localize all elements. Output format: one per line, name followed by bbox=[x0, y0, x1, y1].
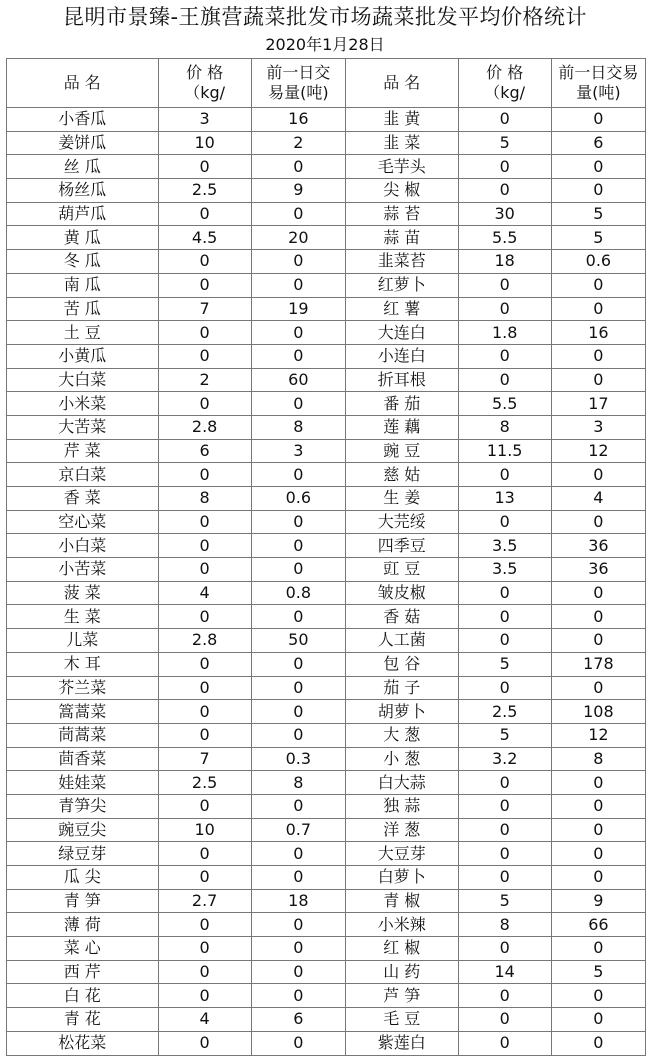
cell-volume-2: 108 bbox=[551, 700, 645, 724]
table-row bbox=[7, 818, 646, 842]
cell-name-2: 慈 姑 bbox=[345, 463, 458, 487]
cell-price: 0 bbox=[158, 794, 251, 818]
cell-name: 小米菜 bbox=[7, 392, 159, 416]
cell-volume: 0 bbox=[251, 605, 345, 629]
cell-volume: 16 bbox=[251, 108, 345, 132]
cell-name-2: 白萝卜 bbox=[345, 866, 458, 890]
cell-volume-2: 0 bbox=[551, 605, 645, 629]
cell-price-2: 8 bbox=[458, 913, 551, 937]
cell-volume: 0 bbox=[251, 534, 345, 558]
cell-volume-2: 0 bbox=[551, 179, 645, 203]
cell-volume: 0 bbox=[251, 321, 345, 345]
cell-volume-2: 5 bbox=[551, 960, 645, 984]
cell-price-2: 5 bbox=[458, 131, 551, 155]
table-header-row bbox=[7, 59, 646, 108]
cell-name: 青 笋 bbox=[7, 889, 159, 913]
cell-volume: 0 bbox=[251, 652, 345, 676]
cell-name: 丝 瓜 bbox=[7, 155, 159, 179]
cell-volume: 0 bbox=[251, 866, 345, 890]
cell-name-2: 红萝卜 bbox=[345, 273, 458, 297]
cell-price-2: 13 bbox=[458, 487, 551, 511]
cell-name-2: 白大蒜 bbox=[345, 771, 458, 795]
cell-price-2: 0 bbox=[458, 676, 551, 700]
table-row bbox=[7, 984, 646, 1008]
cell-volume: 0 bbox=[251, 463, 345, 487]
header-price: 价 格 （kg/ bbox=[158, 59, 251, 108]
cell-volume-2: 0 bbox=[551, 937, 645, 961]
cell-price-2: 0 bbox=[458, 273, 551, 297]
cell-name: 葫芦瓜 bbox=[7, 202, 159, 226]
cell-volume: 0 bbox=[251, 392, 345, 416]
cell-name: 茴香菜 bbox=[7, 747, 159, 771]
cell-price-2: 14 bbox=[458, 960, 551, 984]
table-row bbox=[7, 913, 646, 937]
cell-name-2: 大 葱 bbox=[345, 723, 458, 747]
table-row bbox=[7, 392, 646, 416]
cell-price: 0 bbox=[158, 1031, 251, 1055]
cell-name: 芥兰菜 bbox=[7, 676, 159, 700]
cell-price: 0 bbox=[158, 937, 251, 961]
cell-volume-2: 4 bbox=[551, 487, 645, 511]
cell-price-2: 0 bbox=[458, 463, 551, 487]
cell-volume-2: 12 bbox=[551, 723, 645, 747]
cell-price-2: 18 bbox=[458, 250, 551, 274]
table-row bbox=[7, 629, 646, 653]
cell-name-2: 洋 葱 bbox=[345, 818, 458, 842]
cell-price: 3 bbox=[158, 108, 251, 132]
cell-volume-2: 0.6 bbox=[551, 250, 645, 274]
cell-volume-2: 5 bbox=[551, 202, 645, 226]
cell-volume: 19 bbox=[251, 297, 345, 321]
cell-name: 姜饼瓜 bbox=[7, 131, 159, 155]
cell-price: 7 bbox=[158, 297, 251, 321]
table-row bbox=[7, 344, 646, 368]
cell-price-2: 0 bbox=[458, 179, 551, 203]
cell-price-2: 0 bbox=[458, 842, 551, 866]
cell-volume-2: 0 bbox=[551, 771, 645, 795]
table-row bbox=[7, 723, 646, 747]
cell-price-2: 0 bbox=[458, 108, 551, 132]
cell-name: 绿豆芽 bbox=[7, 842, 159, 866]
cell-volume: 3 bbox=[251, 439, 345, 463]
cell-volume-2: 0 bbox=[551, 676, 645, 700]
cell-volume-2: 0 bbox=[551, 155, 645, 179]
table-row bbox=[7, 439, 646, 463]
cell-volume: 0 bbox=[251, 723, 345, 747]
table-row bbox=[7, 1031, 646, 1055]
cell-price-2: 5.5 bbox=[458, 392, 551, 416]
cell-price-2: 1.8 bbox=[458, 321, 551, 345]
table-row bbox=[7, 747, 646, 771]
table-row bbox=[7, 179, 646, 203]
cell-name-2: 红 椒 bbox=[345, 937, 458, 961]
cell-price-2: 3.5 bbox=[458, 558, 551, 582]
table-row bbox=[7, 558, 646, 582]
cell-name: 小香瓜 bbox=[7, 108, 159, 132]
cell-volume: 20 bbox=[251, 226, 345, 250]
table-row bbox=[7, 652, 646, 676]
cell-volume: 0 bbox=[251, 344, 345, 368]
cell-volume: 0.7 bbox=[251, 818, 345, 842]
cell-price: 0 bbox=[158, 250, 251, 274]
table-row bbox=[7, 889, 646, 913]
cell-name-2: 包 谷 bbox=[345, 652, 458, 676]
cell-name: 芹 菜 bbox=[7, 439, 159, 463]
cell-name: 南 瓜 bbox=[7, 273, 159, 297]
cell-price: 0 bbox=[158, 463, 251, 487]
cell-name: 苦 瓜 bbox=[7, 297, 159, 321]
cell-price: 7 bbox=[158, 747, 251, 771]
cell-volume-2: 66 bbox=[551, 913, 645, 937]
table-row bbox=[7, 368, 646, 392]
cell-price: 6 bbox=[158, 439, 251, 463]
cell-volume: 18 bbox=[251, 889, 345, 913]
cell-name-2: 人工菌 bbox=[345, 629, 458, 653]
cell-name: 薄 荷 bbox=[7, 913, 159, 937]
cell-name-2: 韭 黄 bbox=[345, 108, 458, 132]
cell-name: 茼蒿菜 bbox=[7, 723, 159, 747]
cell-name-2: 蒜 苗 bbox=[345, 226, 458, 250]
cell-price-2: 0 bbox=[458, 794, 551, 818]
cell-name: 杨丝瓜 bbox=[7, 179, 159, 203]
cell-price: 2.8 bbox=[158, 415, 251, 439]
cell-volume: 0 bbox=[251, 155, 345, 179]
cell-volume-2: 0 bbox=[551, 463, 645, 487]
cell-volume-2: 0 bbox=[551, 297, 645, 321]
cell-volume-2: 6 bbox=[551, 131, 645, 155]
cell-price: 0 bbox=[158, 558, 251, 582]
table-row bbox=[7, 534, 646, 558]
cell-price-2: 3.2 bbox=[458, 747, 551, 771]
cell-name: 香 菜 bbox=[7, 487, 159, 511]
header-volume: 前一日交 易量(吨) bbox=[251, 59, 345, 108]
cell-name: 空心菜 bbox=[7, 510, 159, 534]
cell-price-2: 5 bbox=[458, 889, 551, 913]
cell-name-2: 胡萝卜 bbox=[345, 700, 458, 724]
cell-volume: 6 bbox=[251, 1008, 345, 1032]
cell-volume: 0.6 bbox=[251, 487, 345, 511]
table-row bbox=[7, 487, 646, 511]
cell-name-2: 独 蒜 bbox=[345, 794, 458, 818]
cell-name: 大苦菜 bbox=[7, 415, 159, 439]
cell-volume: 0 bbox=[251, 273, 345, 297]
cell-price: 2.7 bbox=[158, 889, 251, 913]
table-row bbox=[7, 108, 646, 132]
cell-volume: 0 bbox=[251, 984, 345, 1008]
cell-price: 0 bbox=[158, 392, 251, 416]
cell-price-2: 0 bbox=[458, 605, 551, 629]
header-name: 品 名 bbox=[7, 59, 159, 108]
cell-volume: 8 bbox=[251, 415, 345, 439]
cell-name-2: 蒜 苔 bbox=[345, 202, 458, 226]
price-table bbox=[6, 58, 646, 1056]
cell-name: 瓜 尖 bbox=[7, 866, 159, 890]
cell-price: 0 bbox=[158, 866, 251, 890]
cell-name: 儿菜 bbox=[7, 629, 159, 653]
cell-name-2: 小连白 bbox=[345, 344, 458, 368]
cell-name-2: 小 葱 bbox=[345, 747, 458, 771]
header-price-2: 价 格 （kg/ bbox=[458, 59, 551, 108]
cell-price-2: 0 bbox=[458, 510, 551, 534]
cell-name-2: 毛 豆 bbox=[345, 1008, 458, 1032]
cell-name: 西 芹 bbox=[7, 960, 159, 984]
table-row bbox=[7, 794, 646, 818]
cell-price: 10 bbox=[158, 131, 251, 155]
cell-volume-2: 0 bbox=[551, 866, 645, 890]
cell-price-2: 11.5 bbox=[458, 439, 551, 463]
cell-volume-2: 36 bbox=[551, 558, 645, 582]
table-row bbox=[7, 581, 646, 605]
cell-volume-2: 0 bbox=[551, 818, 645, 842]
header-volume-2: 前一日交易 量(吨) bbox=[551, 59, 645, 108]
cell-price: 0 bbox=[158, 652, 251, 676]
cell-name: 松花菜 bbox=[7, 1031, 159, 1055]
cell-price: 8 bbox=[158, 487, 251, 511]
cell-price-2: 0 bbox=[458, 1008, 551, 1032]
cell-name: 生 菜 bbox=[7, 605, 159, 629]
cell-price: 0 bbox=[158, 273, 251, 297]
cell-price: 0 bbox=[158, 676, 251, 700]
cell-price-2: 0 bbox=[458, 581, 551, 605]
cell-name: 小苦菜 bbox=[7, 558, 159, 582]
cell-volume: 0 bbox=[251, 202, 345, 226]
table-row bbox=[7, 700, 646, 724]
cell-name-2: 青 椒 bbox=[345, 889, 458, 913]
cell-volume-2: 0 bbox=[551, 273, 645, 297]
header-name-2: 品 名 bbox=[345, 59, 458, 108]
cell-price: 0 bbox=[158, 510, 251, 534]
cell-price-2: 5 bbox=[458, 652, 551, 676]
cell-price-2: 8 bbox=[458, 415, 551, 439]
cell-volume-2: 9 bbox=[551, 889, 645, 913]
cell-name: 青笋尖 bbox=[7, 794, 159, 818]
cell-volume-2: 17 bbox=[551, 392, 645, 416]
cell-volume-2: 0 bbox=[551, 368, 645, 392]
cell-name-2: 豇 豆 bbox=[345, 558, 458, 582]
cell-volume-2: 178 bbox=[551, 652, 645, 676]
cell-name: 黄 瓜 bbox=[7, 226, 159, 250]
table-row bbox=[7, 415, 646, 439]
table-row bbox=[7, 1008, 646, 1032]
cell-price: 0 bbox=[158, 842, 251, 866]
table-row bbox=[7, 866, 646, 890]
cell-price-2: 5.5 bbox=[458, 226, 551, 250]
cell-name-2: 番 茄 bbox=[345, 392, 458, 416]
cell-name: 豌豆尖 bbox=[7, 818, 159, 842]
cell-volume-2: 0 bbox=[551, 842, 645, 866]
cell-volume-2: 0 bbox=[551, 510, 645, 534]
cell-price: 0 bbox=[158, 155, 251, 179]
report-date: 2020年1月28日 bbox=[265, 35, 385, 54]
cell-volume: 50 bbox=[251, 629, 345, 653]
cell-volume: 2 bbox=[251, 131, 345, 155]
cell-volume: 8 bbox=[251, 771, 345, 795]
cell-volume: 0.8 bbox=[251, 581, 345, 605]
cell-volume: 0 bbox=[251, 1031, 345, 1055]
cell-price: 4 bbox=[158, 1008, 251, 1032]
cell-volume: 0 bbox=[251, 794, 345, 818]
cell-name-2: 芦 笋 bbox=[345, 984, 458, 1008]
cell-volume-2: 12 bbox=[551, 439, 645, 463]
table-row bbox=[7, 605, 646, 629]
cell-price: 2.5 bbox=[158, 771, 251, 795]
cell-name-2: 紫莲白 bbox=[345, 1031, 458, 1055]
cell-price-2: 0 bbox=[458, 155, 551, 179]
cell-price-2: 0 bbox=[458, 771, 551, 795]
cell-price-2: 0 bbox=[458, 866, 551, 890]
table-row bbox=[7, 771, 646, 795]
cell-name-2: 皱皮椒 bbox=[345, 581, 458, 605]
cell-price-2: 0 bbox=[458, 629, 551, 653]
cell-price: 2 bbox=[158, 368, 251, 392]
table-row bbox=[7, 510, 646, 534]
cell-price-2: 5 bbox=[458, 723, 551, 747]
cell-volume-2: 8 bbox=[551, 747, 645, 771]
cell-volume-2: 0 bbox=[551, 629, 645, 653]
cell-name-2: 香 菇 bbox=[345, 605, 458, 629]
cell-name: 京白菜 bbox=[7, 463, 159, 487]
cell-volume: 0 bbox=[251, 913, 345, 937]
cell-name-2: 毛芋头 bbox=[345, 155, 458, 179]
cell-name: 大白菜 bbox=[7, 368, 159, 392]
cell-name: 冬 瓜 bbox=[7, 250, 159, 274]
table-row bbox=[7, 842, 646, 866]
cell-name-2: 山 药 bbox=[345, 960, 458, 984]
table-row bbox=[7, 273, 646, 297]
cell-price: 4.5 bbox=[158, 226, 251, 250]
cell-price-2: 0 bbox=[458, 818, 551, 842]
cell-price-2: 3.5 bbox=[458, 534, 551, 558]
cell-name-2: 尖 椒 bbox=[345, 179, 458, 203]
cell-price: 0 bbox=[158, 960, 251, 984]
cell-name-2: 大芫绥 bbox=[345, 510, 458, 534]
cell-price: 4 bbox=[158, 581, 251, 605]
cell-volume-2: 16 bbox=[551, 321, 645, 345]
cell-price: 0 bbox=[158, 700, 251, 724]
cell-name: 菜 心 bbox=[7, 937, 159, 961]
table-row bbox=[7, 131, 646, 155]
cell-price-2: 0 bbox=[458, 297, 551, 321]
cell-volume: 0 bbox=[251, 510, 345, 534]
cell-name-2: 大连白 bbox=[345, 321, 458, 345]
cell-volume: 0 bbox=[251, 937, 345, 961]
cell-name: 青 花 bbox=[7, 1008, 159, 1032]
cell-name: 菠 菜 bbox=[7, 581, 159, 605]
cell-volume-2: 0 bbox=[551, 344, 645, 368]
cell-name-2: 红 薯 bbox=[345, 297, 458, 321]
cell-price: 0 bbox=[158, 913, 251, 937]
cell-name: 娃娃菜 bbox=[7, 771, 159, 795]
cell-name: 篙蒿菜 bbox=[7, 700, 159, 724]
table-row bbox=[7, 960, 646, 984]
cell-price: 2.8 bbox=[158, 629, 251, 653]
cell-price: 2.5 bbox=[158, 179, 251, 203]
cell-volume-2: 0 bbox=[551, 1031, 645, 1055]
cell-volume: 0 bbox=[251, 960, 345, 984]
table-row bbox=[7, 676, 646, 700]
cell-name-2: 韭菜苔 bbox=[345, 250, 458, 274]
cell-name-2: 韭 菜 bbox=[345, 131, 458, 155]
cell-volume-2: 3 bbox=[551, 415, 645, 439]
cell-volume: 9 bbox=[251, 179, 345, 203]
cell-volume: 60 bbox=[251, 368, 345, 392]
cell-volume-2: 0 bbox=[551, 794, 645, 818]
cell-volume: 0.3 bbox=[251, 747, 345, 771]
cell-volume: 0 bbox=[251, 558, 345, 582]
table-row bbox=[7, 226, 646, 250]
table-row bbox=[7, 155, 646, 179]
cell-name: 土 豆 bbox=[7, 321, 159, 345]
cell-name-2: 大豆芽 bbox=[345, 842, 458, 866]
cell-name-2: 四季豆 bbox=[345, 534, 458, 558]
cell-volume-2: 0 bbox=[551, 984, 645, 1008]
cell-price: 0 bbox=[158, 605, 251, 629]
cell-name: 小黄瓜 bbox=[7, 344, 159, 368]
table-row bbox=[7, 321, 646, 345]
cell-price-2: 0 bbox=[458, 1031, 551, 1055]
cell-price-2: 0 bbox=[458, 937, 551, 961]
cell-volume-2: 0 bbox=[551, 108, 645, 132]
cell-price-2: 30 bbox=[458, 202, 551, 226]
cell-price: 10 bbox=[158, 818, 251, 842]
cell-price: 0 bbox=[158, 202, 251, 226]
page-title: 昆明市景臻-王旗营蔬菜批发市场蔬菜批发平均价格统计 bbox=[62, 5, 588, 29]
cell-volume: 0 bbox=[251, 842, 345, 866]
cell-name-2: 小米辣 bbox=[345, 913, 458, 937]
cell-volume: 0 bbox=[251, 250, 345, 274]
table-row bbox=[7, 250, 646, 274]
cell-volume-2: 36 bbox=[551, 534, 645, 558]
cell-name-2: 茄 子 bbox=[345, 676, 458, 700]
cell-name-2: 生 姜 bbox=[345, 487, 458, 511]
cell-name-2: 莲 藕 bbox=[345, 415, 458, 439]
cell-volume: 0 bbox=[251, 700, 345, 724]
cell-volume-2: 5 bbox=[551, 226, 645, 250]
cell-name: 白 花 bbox=[7, 984, 159, 1008]
cell-price: 0 bbox=[158, 321, 251, 345]
table-row bbox=[7, 937, 646, 961]
cell-name-2: 折耳根 bbox=[345, 368, 458, 392]
cell-price-2: 2.5 bbox=[458, 700, 551, 724]
cell-volume: 0 bbox=[251, 676, 345, 700]
cell-price-2: 0 bbox=[458, 368, 551, 392]
table-row bbox=[7, 297, 646, 321]
table-row bbox=[7, 463, 646, 487]
cell-name: 小白菜 bbox=[7, 534, 159, 558]
cell-price-2: 0 bbox=[458, 984, 551, 1008]
cell-name-2: 豌 豆 bbox=[345, 439, 458, 463]
cell-volume-2: 0 bbox=[551, 1008, 645, 1032]
cell-price: 0 bbox=[158, 344, 251, 368]
cell-price: 0 bbox=[158, 534, 251, 558]
cell-name: 木 耳 bbox=[7, 652, 159, 676]
table-row bbox=[7, 202, 646, 226]
cell-price-2: 0 bbox=[458, 344, 551, 368]
cell-price: 0 bbox=[158, 723, 251, 747]
cell-volume-2: 0 bbox=[551, 581, 645, 605]
cell-price: 0 bbox=[158, 984, 251, 1008]
